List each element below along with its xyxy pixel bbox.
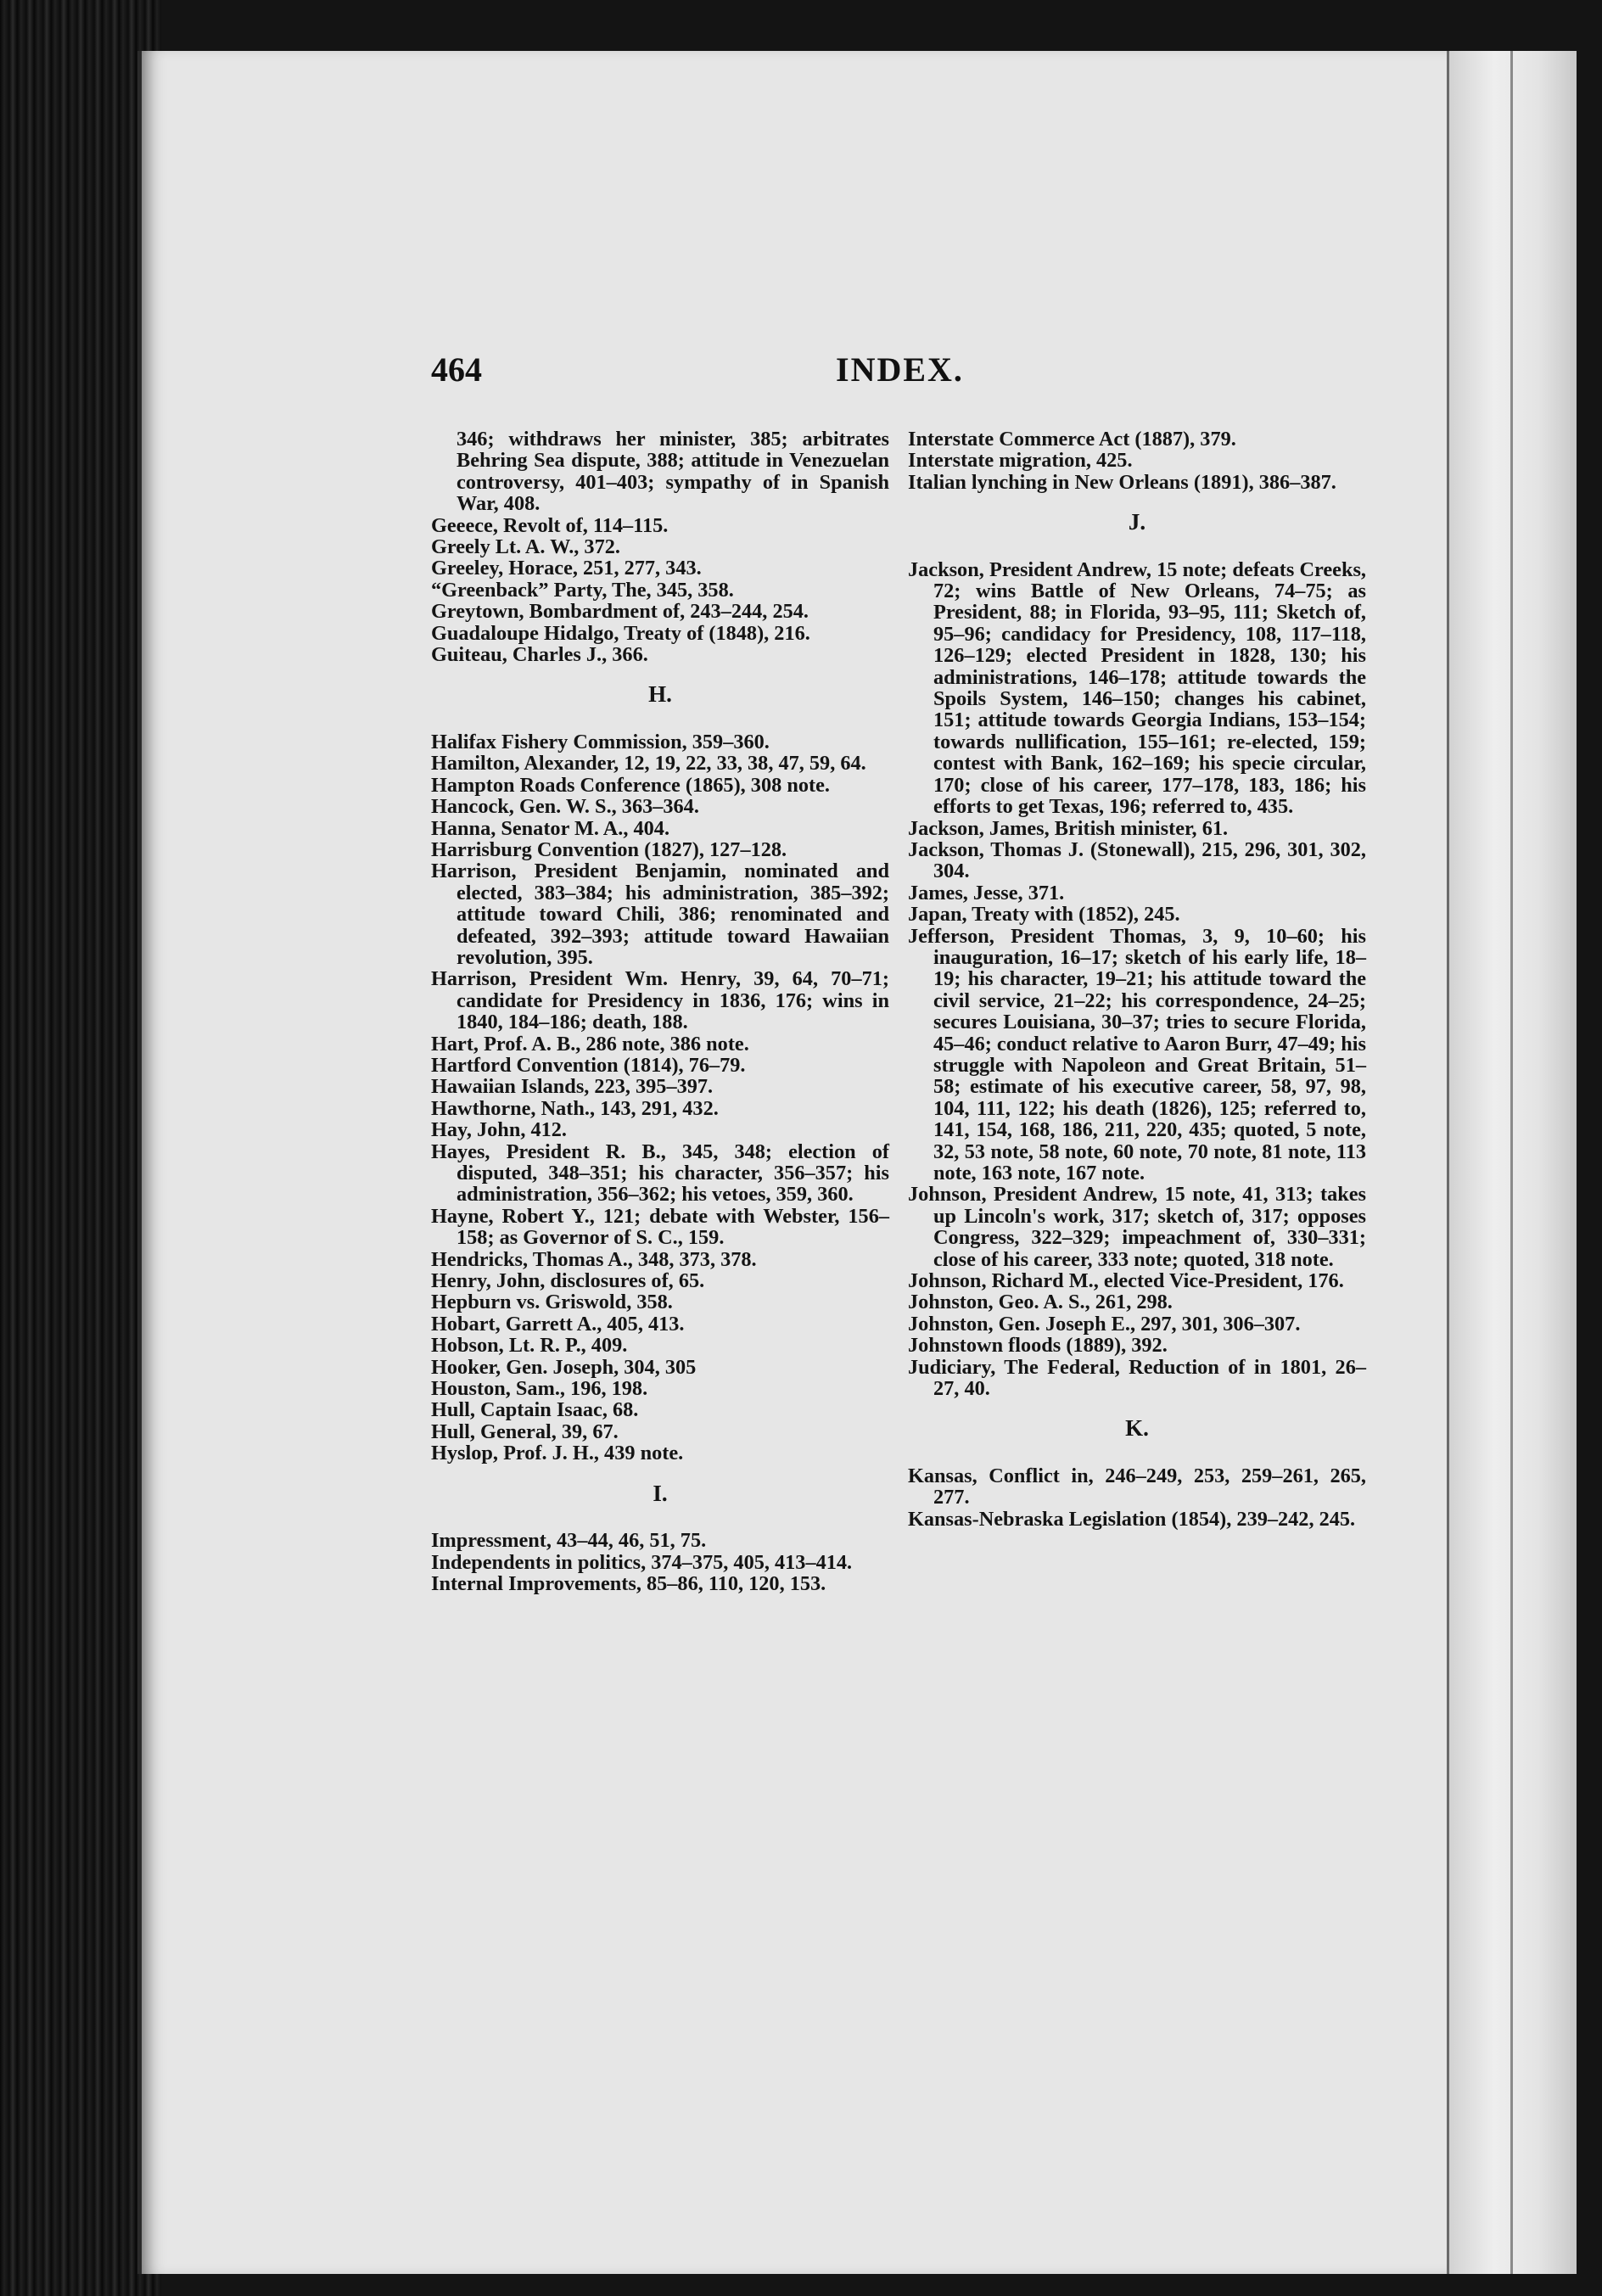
index-entry: Henry, John, disclosures of, 65.: [431, 1269, 705, 1293]
index-entry: Judiciary, The Federal, Reduction of in 1801, 26–27, 40.: [908, 1355, 1366, 1401]
index-column-right: [908, 428, 1366, 1530]
adjacent-page-edge: [1447, 51, 1577, 2274]
index-entry: 346; withdraws her minister, 385; arbitrates Behring Sea dispute, 388; attitude in Venezuelan controversy, 401–403; sympathy of in Spanish War, 408.: [457, 428, 889, 516]
index-entry: Japan, Treaty with (1852), 245.: [908, 903, 1180, 927]
index-entry: Jackson, Thomas J. (Stonewall), 215, 296, 301, 302, 304.: [908, 837, 1366, 883]
index-entry: Interstate migration, 425.: [908, 449, 1133, 473]
index-entry: Jackson, James, British minister, 61.: [908, 816, 1229, 840]
index-entry: Hayne, Robert Y., 121; debate with Webster, 156–158; as Governor of S. C., 159.: [431, 1204, 889, 1250]
index-entry: Hampton Roads Conference (1865), 308 note.: [431, 773, 830, 797]
index-entry: Hobart, Garrett A., 405, 413.: [431, 1312, 685, 1336]
index-entry: Greeley, Horace, 251, 277, 343.: [431, 557, 702, 580]
section-letter: I.: [653, 1480, 668, 1506]
index-entry: Halifax Fishery Commission, 359–360.: [431, 730, 770, 753]
index-entry: Guadaloupe Hidalgo, Treaty of (1848), 216.: [431, 621, 810, 645]
index-entry: Kansas-Nebraska Legislation (1854), 239–242, 245.: [908, 1507, 1356, 1531]
index-entry: Internal Improvements, 85–86, 110, 120, 153.: [431, 1571, 826, 1595]
index-entry: Italian lynching in New Orleans (1891), 386–387.: [908, 470, 1336, 494]
index-entry: Harrison, President Wm. Henry, 39, 64, 70–71; candidate for Presidency in 1836, 176; wins in 1840, 184–186; death, 188.: [431, 967, 889, 1034]
index-entry: James, Jesse, 371.: [908, 881, 1065, 904]
index-entry: Harrisburg Convention (1827), 127–128.: [431, 837, 787, 861]
index-entry: Hay, John, 412.: [431, 1118, 567, 1142]
index-entry: Jefferson, President Thomas, 3, 9, 10–60; his inauguration, 16–17; sketch of his early life, 18–19; his character, 19–21; his attitude toward the civil service, 21–22; his correspondence, 24–25; secures Louisiana, 30–37; tries to secure Florida, 45–46; conduct relative to Aaron Burr, 47–49; his struggle with Napoleon and Great Britain, 51–58; estimate of his executive career, 58, 97, 98, 104, 111, 122; his death (1826), 125; referred to, 141, 154, 168, 186, 211, 220, 435; quoted, 5 note, 32, 53 note, 58 note, 60 note, 70 note, 81 note, 113 note, 163 note, 167 note.: [908, 924, 1366, 1184]
index-entry: Hawthorne, Nath., 143, 291, 432.: [431, 1096, 719, 1120]
index-entry: Hanna, Senator M. A., 404.: [431, 816, 670, 840]
index-entry: Greely Lt. A. W., 372.: [431, 535, 620, 559]
index-entry: Hull, General, 39, 67.: [431, 1420, 619, 1443]
index-entry: Greytown, Bombardment of, 243–244, 254.: [431, 600, 809, 624]
index-entry: Hobson, Lt. R. P., 409.: [431, 1334, 628, 1358]
section-letter: J.: [1128, 509, 1146, 535]
index-entry: Hamilton, Alexander, 12, 19, 22, 33, 38, 47, 59, 64.: [431, 752, 866, 776]
index-entry: Hayes, President R. B., 345, 348; election of disputed, 348–351; his character, 356–357; his administration, 356–362; his vetoes, 359, 360.: [431, 1140, 889, 1207]
index-entry: Impressment, 43–44, 46, 51, 75.: [431, 1529, 707, 1553]
index-entry: Johnston, Geo. A. S., 261, 298.: [908, 1291, 1173, 1314]
index-entry: Hyslop, Prof. J. H., 439 note.: [431, 1442, 684, 1465]
index-entry: Harrison, President Benjamin, nominated and elected, 383–384; his administration, 385–392; attitude toward Chili, 386; renominated and defeated, 392–393; attitude toward Hawaiian revolution, 395.: [431, 860, 889, 969]
index-entry: Jackson, President Andrew, 15 note; defeats Creeks, 72; wins Battle of New Orleans, 74–75; as President, 88; in Florida, 93–95, 111; Sketch of, 95–96; candidacy for Presidency, 108, 117–118, 126–129; elected President in 1828, 130; his administrations, 146–178; attitude towards the Spoils System, 146–150; changes his cabinet, 151; attitude towards Georgia Indians, 153–154; towards nullification, 155–161; re-elected, 159; contest with Bank, 162–169; his specie circular, 170; close of his career, 177–178, 183, 186; his efforts to get Texas, 196; referred to, 435.: [908, 557, 1366, 819]
index-entry: Hartford Convention (1814), 76–79.: [431, 1053, 746, 1077]
page-number: 464: [431, 350, 482, 389]
section-letter: H.: [648, 681, 672, 708]
index-entry: Johnson, Richard M., elected Vice-President, 176.: [908, 1269, 1344, 1293]
index-column-left: [431, 428, 889, 1594]
index-entry: Houston, Sam., 196, 198.: [431, 1377, 648, 1401]
index-entry: Johnson, President Andrew, 15 note, 41, 313; takes up Lincoln's work, 317; sketch of, 317; opposes Congress, 322–329; impeachment of, 330–331; close of his career, 333 note; quoted, 318 note.: [908, 1183, 1366, 1271]
section-letter: K.: [1125, 1415, 1149, 1442]
index-entry: Hart, Prof. A. B., 286 note, 386 note.: [431, 1032, 749, 1056]
index-entry: Independents in politics, 374–375, 405, 413–414.: [431, 1550, 853, 1574]
running-head: INDEX.: [836, 350, 964, 389]
index-entry: “Greenback” Party, The, 345, 358.: [431, 578, 734, 602]
index-entry: Guiteau, Charles J., 366.: [431, 643, 648, 667]
index-entry: Hepburn vs. Griswold, 358.: [431, 1291, 673, 1314]
index-entry: Kansas, Conflict in, 246–249, 253, 259–261, 265, 277.: [908, 1464, 1366, 1509]
index-entry: Hawaiian Islands, 223, 395–397.: [431, 1075, 714, 1099]
index-entry: Johnston, Gen. Joseph E., 297, 301, 306–307.: [908, 1312, 1301, 1336]
index-entry: Hendricks, Thomas A., 348, 373, 378.: [431, 1247, 757, 1271]
index-entry: Hull, Captain Isaac, 68.: [431, 1398, 639, 1422]
index-entry: Geeece, Revolt of, 114–115.: [431, 513, 669, 537]
index-entry: Hancock, Gen. W. S., 363–364.: [431, 795, 699, 819]
index-entry: Hooker, Gen. Joseph, 304, 305: [431, 1355, 697, 1379]
index-entry: Interstate Commerce Act (1887), 379.: [908, 428, 1236, 451]
index-entry: Johnstown floods (1889), 392.: [908, 1334, 1168, 1358]
